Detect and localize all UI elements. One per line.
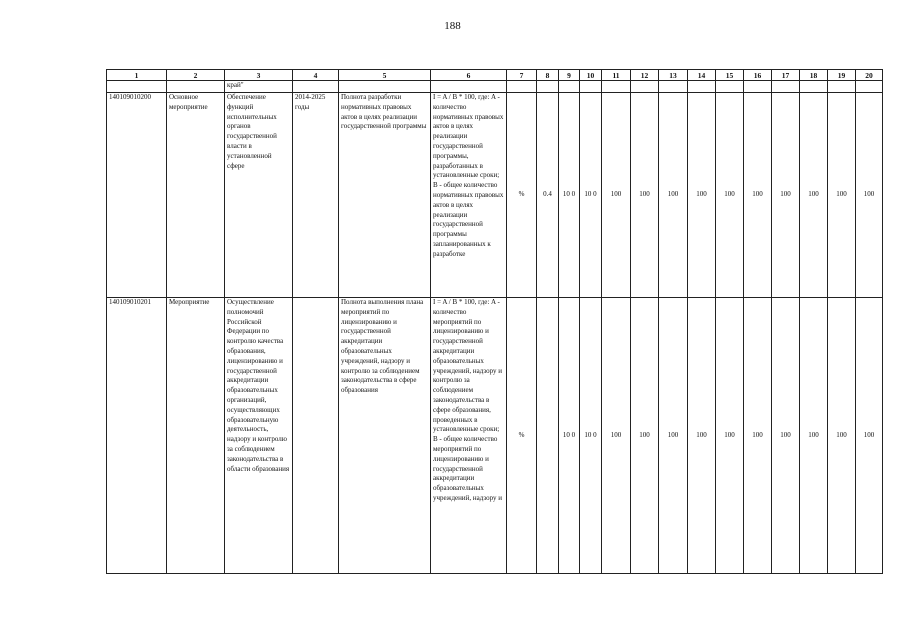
row-name: Обеспечение функций исполнительных органов государственной власти в установленной сфере bbox=[225, 93, 293, 298]
table-cell bbox=[716, 81, 744, 93]
row-unit: % bbox=[507, 93, 537, 298]
table-cell bbox=[293, 81, 339, 93]
row-value: 10 0 bbox=[580, 298, 602, 574]
table-row bbox=[107, 298, 883, 574]
table-cell bbox=[537, 81, 559, 93]
column-number-row bbox=[107, 70, 883, 81]
row-value: 10 0 bbox=[559, 298, 580, 574]
column-header: 18 bbox=[800, 70, 828, 81]
table-cell bbox=[688, 81, 716, 93]
column-header: 16 bbox=[744, 70, 772, 81]
row-value: 100 bbox=[688, 298, 716, 574]
table-cell bbox=[828, 81, 856, 93]
row-type: Основное мероприятие bbox=[167, 93, 225, 298]
row-value: 0.4 bbox=[537, 93, 559, 298]
row-name: Осуществление полномочий Российской Федерации по контролю качества образования, лицензированию и государственной аккредитации образовательных организаций, осуществляющих образовательную деятельность, надзору и контролю за соблюдением законодательства в области образования bbox=[225, 298, 293, 574]
row-value: 100 bbox=[716, 298, 744, 574]
row-value: 100 bbox=[828, 298, 856, 574]
row-value: 10 0 bbox=[580, 93, 602, 298]
column-header: 9 bbox=[559, 70, 580, 81]
row-indicator: Полнота разработки нормативных правовых актов в целях реализации государственной программы bbox=[339, 93, 431, 298]
column-header: 8 bbox=[537, 70, 559, 81]
table-cell bbox=[772, 81, 800, 93]
row-value: 100 bbox=[659, 93, 688, 298]
row-value: 100 bbox=[602, 298, 631, 574]
row-value: 100 bbox=[856, 298, 883, 574]
row-value: 100 bbox=[772, 93, 800, 298]
table-cell bbox=[507, 81, 537, 93]
table-cell bbox=[602, 81, 631, 93]
table-row bbox=[107, 93, 883, 298]
row-value: 100 bbox=[744, 298, 772, 574]
column-header: 15 bbox=[716, 70, 744, 81]
program-indicators-table bbox=[106, 69, 883, 574]
row-code: 140109010201 bbox=[107, 298, 167, 574]
row-value: 100 bbox=[688, 93, 716, 298]
row-value: 100 bbox=[800, 298, 828, 574]
row-value: 100 bbox=[659, 298, 688, 574]
column-header: 2 bbox=[167, 70, 225, 81]
column-header: 19 bbox=[828, 70, 856, 81]
column-header: 14 bbox=[688, 70, 716, 81]
row-value: 100 bbox=[828, 93, 856, 298]
column-header: 7 bbox=[507, 70, 537, 81]
table-cell bbox=[107, 81, 167, 93]
column-header: 13 bbox=[659, 70, 688, 81]
row-value: 100 bbox=[772, 298, 800, 574]
row-type: Мероприятие bbox=[167, 298, 225, 574]
row-value: 100 bbox=[800, 93, 828, 298]
row-value: 10 0 bbox=[559, 93, 580, 298]
row-value: 100 bbox=[631, 93, 659, 298]
row-unit: % bbox=[507, 298, 537, 574]
column-header: 6 bbox=[431, 70, 507, 81]
column-header: 17 bbox=[772, 70, 800, 81]
table-cell bbox=[800, 81, 828, 93]
column-header: 10 bbox=[580, 70, 602, 81]
continuation-row bbox=[107, 81, 883, 93]
table-cell bbox=[167, 81, 225, 93]
table-cell bbox=[856, 81, 883, 93]
column-header: 1 bbox=[107, 70, 167, 81]
table-cell bbox=[744, 81, 772, 93]
page-number: 188 bbox=[444, 20, 461, 32]
row-value: 100 bbox=[716, 93, 744, 298]
row-code: 140109010200 bbox=[107, 93, 167, 298]
column-header: 3 bbox=[225, 70, 293, 81]
column-header: 5 bbox=[339, 70, 431, 81]
column-header: 4 bbox=[293, 70, 339, 81]
column-header: 11 bbox=[602, 70, 631, 81]
table-cell bbox=[580, 81, 602, 93]
row-value: 100 bbox=[744, 93, 772, 298]
row-formula: I = A / B * 100, где: A - количество нормативных правовых актов в целях реализации государственной программы, разработанных в установленные сроки; B - общее количество нормативных правовых актов в целях реализации государственной программы запланированных к разработке bbox=[431, 93, 507, 298]
row-formula: I = A / B * 100, где: A - количество мероприятий по лицензированию и государственной аккредитации образовательных учреждений, надзору и контролю за соблюдением законодательства в сфере образования, проведенных в установленные сроки; B - общее количество мероприятий по лицензированию и государственной аккредитации образовательных учреждений, надзору и bbox=[431, 298, 507, 574]
row-period bbox=[293, 298, 339, 574]
row-value: 100 bbox=[631, 298, 659, 574]
table-cell bbox=[431, 81, 507, 93]
column-header: 12 bbox=[631, 70, 659, 81]
row-value: 100 bbox=[856, 93, 883, 298]
table-cell bbox=[659, 81, 688, 93]
table-cell bbox=[631, 81, 659, 93]
table-cell bbox=[559, 81, 580, 93]
row-value bbox=[537, 298, 559, 574]
row-period: 2014-2025 годы bbox=[293, 93, 339, 298]
row-value: 100 bbox=[602, 93, 631, 298]
table-cell bbox=[339, 81, 431, 93]
column-header: 20 bbox=[856, 70, 883, 81]
row-indicator: Полнота выполнения плана мероприятий по лицензированию и государственной аккредитации образовательных учреждений, надзору и контролю за соблюдением законодательства в сфере образования bbox=[339, 298, 431, 574]
continuation-text: край" bbox=[225, 81, 293, 93]
